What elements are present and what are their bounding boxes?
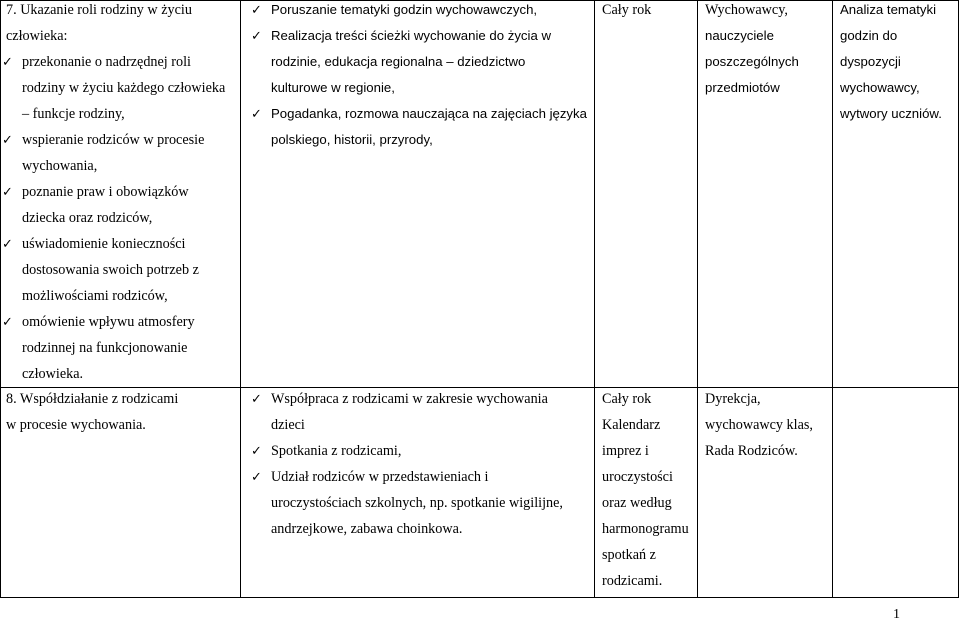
- row7-col1-line: – funkcje rodziny,: [22, 106, 125, 122]
- column-divider-1: [240, 0, 241, 598]
- row7-col4-line: nauczyciele: [705, 28, 774, 43]
- list-item: poznanie praw i obowiązków: [22, 184, 189, 200]
- row7-col1-line: [2, 179, 189, 205]
- row8-col3-line: oraz według: [602, 495, 672, 511]
- list-item: Spotkania z rodzicami,: [271, 443, 402, 459]
- row8-col2-line: dzieci: [271, 417, 305, 433]
- row7-col1-line: rodzinnej na funkcjonowanie: [22, 340, 188, 356]
- list-item: Poruszanie tematyki godzin wychowawczych,: [271, 2, 538, 17]
- list-item: przekonanie o nadrzędnej roli: [22, 54, 191, 70]
- checkmark-icon: ✓: [251, 392, 262, 407]
- list-item: Udział rodziców w przedstawieniach i: [271, 469, 489, 485]
- row8-col4-line: Dyrekcja,: [705, 391, 761, 407]
- row8-col3-line: Kalendarz: [602, 417, 661, 433]
- row7-col1-line: dziecka oraz rodziców,: [22, 210, 153, 226]
- checkmark-icon: ✓: [2, 55, 13, 70]
- row7-col4-line: Wychowawcy,: [705, 2, 788, 18]
- list-item: uświadomienie konieczności: [22, 236, 186, 252]
- checkmark-icon: ✓: [2, 315, 13, 330]
- row8-col1-line: w procesie wychowania.: [6, 417, 146, 433]
- row8-col3-line: imprez i: [602, 443, 649, 459]
- row7-col1-line: człowieka.: [22, 366, 84, 382]
- row7-col5-line: dyspozycji: [840, 54, 901, 69]
- checkmark-icon: ✓: [251, 470, 262, 485]
- row7-col3-line: Cały rok: [602, 2, 652, 18]
- column-divider-2: [594, 0, 595, 598]
- row7-col4-line: przedmiotów: [705, 80, 780, 95]
- row7-col1-line: możliwościami rodziców,: [22, 288, 168, 304]
- row8-col2-line: andrzejkowe, zabawa choinkowa.: [271, 521, 463, 537]
- row7-col2-line: [251, 23, 551, 49]
- row7-col5-line: godzin do: [840, 28, 898, 43]
- row7-col5-line: wychowawcy,: [840, 80, 920, 95]
- row7-col5-line: wytwory uczniów.: [840, 106, 942, 121]
- row8-col1-line: 8. Współdziałanie z rodzicami: [6, 391, 179, 407]
- row8-col4-line: wychowawcy klas,: [705, 417, 813, 433]
- list-item: Współpraca z rodzicami w zakresie wychowania: [271, 391, 548, 407]
- row8-col2-line: [251, 438, 401, 464]
- row7-col1-line: [2, 49, 191, 75]
- row7-col4-line: poszczególnych: [705, 54, 799, 69]
- row7-col1-line: [2, 309, 195, 335]
- checkmark-icon: ✓: [2, 237, 13, 252]
- column-divider-4: [832, 0, 833, 598]
- row7-col1-line: człowieka:: [6, 28, 68, 44]
- row8-col2-line: [251, 386, 548, 412]
- row8-col3-line: uroczystości: [602, 469, 673, 485]
- list-item: wspieranie rodziców w procesie: [22, 132, 205, 148]
- checkmark-icon: ✓: [251, 107, 262, 122]
- row8-col3-line: rodzicami.: [602, 573, 663, 589]
- checkmark-icon: ✓: [2, 133, 13, 148]
- row8-col3-line: harmonogramu: [602, 521, 689, 537]
- row7-col1-line: [2, 231, 186, 257]
- row7-col2-line: rodzinie, edukacja regionalna – dziedzictwo: [271, 54, 526, 69]
- row7-col2-line: [251, 101, 587, 127]
- list-item: Realizacja treści ścieżki wychowanie do życia w: [271, 28, 551, 43]
- list-item: Pogadanka, rozmowa nauczająca na zajęciach języka: [271, 106, 587, 121]
- row8-col2-line: uroczystościach szkolnych, np. spotkanie wigilijne,: [271, 495, 563, 511]
- row7-col1-line: dostosowania swoich potrzeb z: [22, 262, 199, 278]
- table-border-bottom: [0, 597, 959, 598]
- row7-col1-line: rodziny w życiu każdego człowieka: [22, 80, 226, 96]
- row8-col3-line: spotkań z: [602, 547, 656, 563]
- column-divider-3: [697, 0, 698, 598]
- row7-col2-line: polskiego, historii, przyrody,: [271, 132, 433, 147]
- checkmark-icon: ✓: [2, 185, 13, 200]
- row8-col2-line: [251, 464, 488, 490]
- row7-col1-line: wychowania,: [22, 158, 98, 174]
- row8-col4-line: Rada Rodziców.: [705, 443, 798, 459]
- checkmark-icon: ✓: [251, 3, 262, 18]
- checkmark-icon: ✓: [251, 444, 262, 459]
- list-item: omówienie wpływu atmosfery: [22, 314, 195, 330]
- row7-col2-line: [251, 0, 537, 23]
- row8-col3-line: Cały rok: [602, 391, 652, 407]
- table-border-left: [0, 0, 1, 598]
- row7-col2-line: kulturowe w regionie,: [271, 80, 395, 95]
- page-number: 1: [893, 607, 900, 622]
- row7-col1-line: 7. Ukazanie roli rodziny w życiu: [6, 2, 192, 18]
- row7-col5-line: Analiza tematyki: [840, 2, 937, 17]
- checkmark-icon: ✓: [251, 29, 262, 44]
- row7-col1-line: [2, 127, 204, 153]
